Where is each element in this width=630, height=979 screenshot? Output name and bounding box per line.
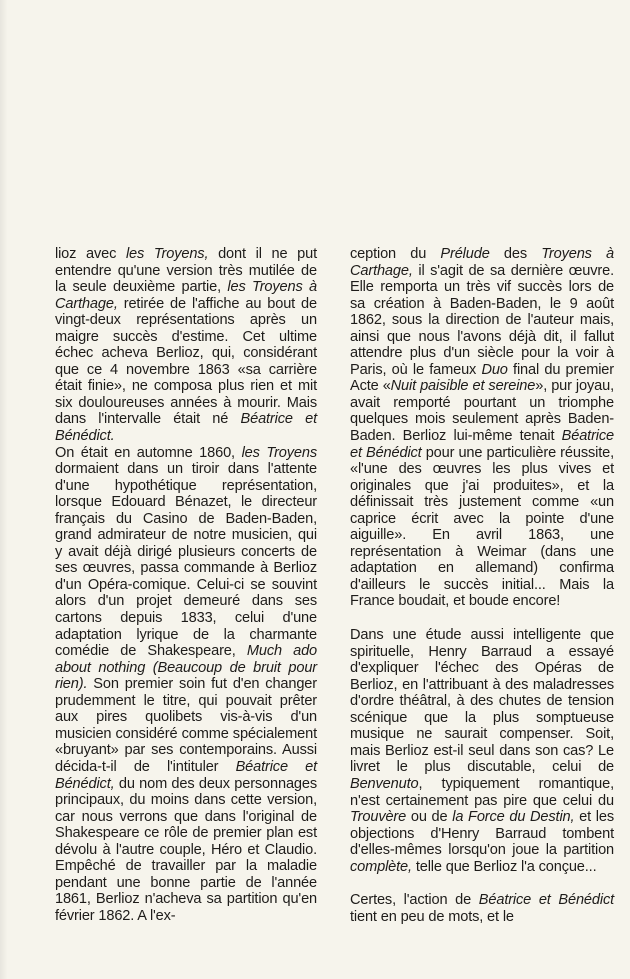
italic-text-run: Duo xyxy=(481,361,508,378)
italic-text-run: complète, xyxy=(350,858,412,875)
text-run: dont il ne put entendre qu'une version très mutilée de la seule deuxième partie, xyxy=(55,246,317,296)
paragraph xyxy=(350,246,614,610)
text-run: des xyxy=(489,246,542,262)
paragraph xyxy=(350,627,614,875)
page-edge-shadow xyxy=(0,0,8,979)
text-run: retirée de l'affiche au bout de vingt-deux représentations après un maigre succès d'estime. Cet ultime échec acheva Berlioz, qui, considérant que ce 4 novembre 1863 «sa carrière était finie», ne composa plus rien et mit six douloureuses années à mourir. Mais dans l'intervalle était né xyxy=(55,295,317,428)
italic-text-run: Much ado about nothing (Beaucoup de bruit pour rien). xyxy=(55,643,318,693)
text-run: lioz avec xyxy=(55,246,126,262)
text-run: du nom des deux personnages principaux, du moins dans cette version, car nous verrons que dans l'original de Shakespeare ce rôle de premier plan est dévolu à l'autre couple, Héro et Claudio. Empêché de travailler par la maladie pendant une bonne partie de l'année 1861, Berlioz n'acheva sa partition qu'en février 1862. A l'ex- xyxy=(55,775,317,924)
text-run: dormaient dans un tiroir dans l'attente d'une hypothétique représentation, lorsque Edouard Bénazet, le directeur français du Casino de Baden-Baden, grand admirateur de notre musicien, qui y avait déjà dirigé plusieurs concerts de ses œuvres, passa commande à Berlioz d'un Opéra-comique. Celui-ci se souvint alors d'un projet demeuré dans ses cartons depuis 1833, celui d'une adaptation lyrique de la charmante comédie de Shakespeare, xyxy=(55,461,317,660)
text-run: », pur joyau, avait remporté pourtant un triomphe quelques mois seulement après Baden-Baden. Berlioz lui-même tenait xyxy=(350,378,614,445)
italic-text-run: Benvenuto xyxy=(350,775,419,792)
italic-text-run: Troyens à Carthage, xyxy=(350,246,614,279)
text-run: Dans une étude aussi intelligente que spirituelle, Henry Barraud a essayé d'expliquer l'échec des Opéras de Berlioz, en l'attribuant à des maladresses d'ordre théâtral, à des chutes de tension scénique que la plus somptueuse musique ne saurait compenser. Soit, mais Berlioz est-il seul dans son cas? Le livret le plus discutable, celui de xyxy=(350,627,614,776)
italic-text-run: Trouvère xyxy=(350,809,407,826)
paragraph xyxy=(350,892,614,925)
text-run: tient en peu de mots, et le xyxy=(350,908,514,925)
italic-text-run: Béatrice et Bénédict, xyxy=(55,758,317,792)
italic-text-run: la Force du Destin, xyxy=(452,809,575,826)
italic-text-run: Nuit paisible et sereine xyxy=(390,378,536,395)
text-run: Son premier soin fut d'en changer prudemment le titre, qui pouvait prêter aux pires quolibets vis-à-vis d'un musicien considéré comme spécialement «bruyant» par ses contemporains. Aussi décida-t-il de l'intituler xyxy=(55,676,317,775)
text-run: et les objections d'Henry Barraud tombent d'elles-mêmes lorsqu'on joue la partition xyxy=(350,809,614,859)
text-run: ou de xyxy=(406,809,453,826)
text-run: il s'agit de sa dernière œuvre. Elle remporta un très vif succès lors de sa création à Baden-Baden, le 9 août 1862, sous la direction de l'auteur mais, ainsi que nous l'avons déjà dit, il fallut attendre plus d'un siècle pour la voir à Paris, où le fameux xyxy=(350,262,614,378)
text-run: telle que Berlioz l'a conçue... xyxy=(411,858,597,875)
italic-text-run: Prélude xyxy=(440,246,490,262)
italic-text-run: les Troyens xyxy=(241,444,317,461)
italic-text-run: Béatrice et Bénédict. xyxy=(55,411,317,445)
text-run: On était en automne 1860, xyxy=(55,444,242,461)
italic-text-run: les Troyens, xyxy=(125,246,209,262)
text-run: Certes, l'action de xyxy=(350,892,479,909)
text-run: final du premier Acte « xyxy=(350,361,614,395)
right-text-column xyxy=(350,246,614,925)
text-run: pour une particulière réussite, «l'une des œuvres les plus vives et originales que j'ai produites», et la définissait très justement comme «un caprice écrit avec la pointe d'une aiguille». En avril 1863, une représentation à Weimar (dans une adaptation en allemand) confirma d'ailleurs le succès initial... Mais la France boudait, et boude encore! xyxy=(350,444,614,610)
italic-text-run: les Troyens à Carthage, xyxy=(55,279,317,312)
italic-text-run: Béatrice et Bénédict xyxy=(350,428,614,461)
left-text-column xyxy=(55,246,317,924)
paragraph xyxy=(55,246,317,445)
text-run: , typiquement romantique, n'est certainement pas pire que celui du xyxy=(350,775,614,809)
text-run: ception du xyxy=(350,246,441,262)
italic-text-run: Béatrice et Bénédict xyxy=(478,892,614,909)
paragraph xyxy=(55,445,317,925)
